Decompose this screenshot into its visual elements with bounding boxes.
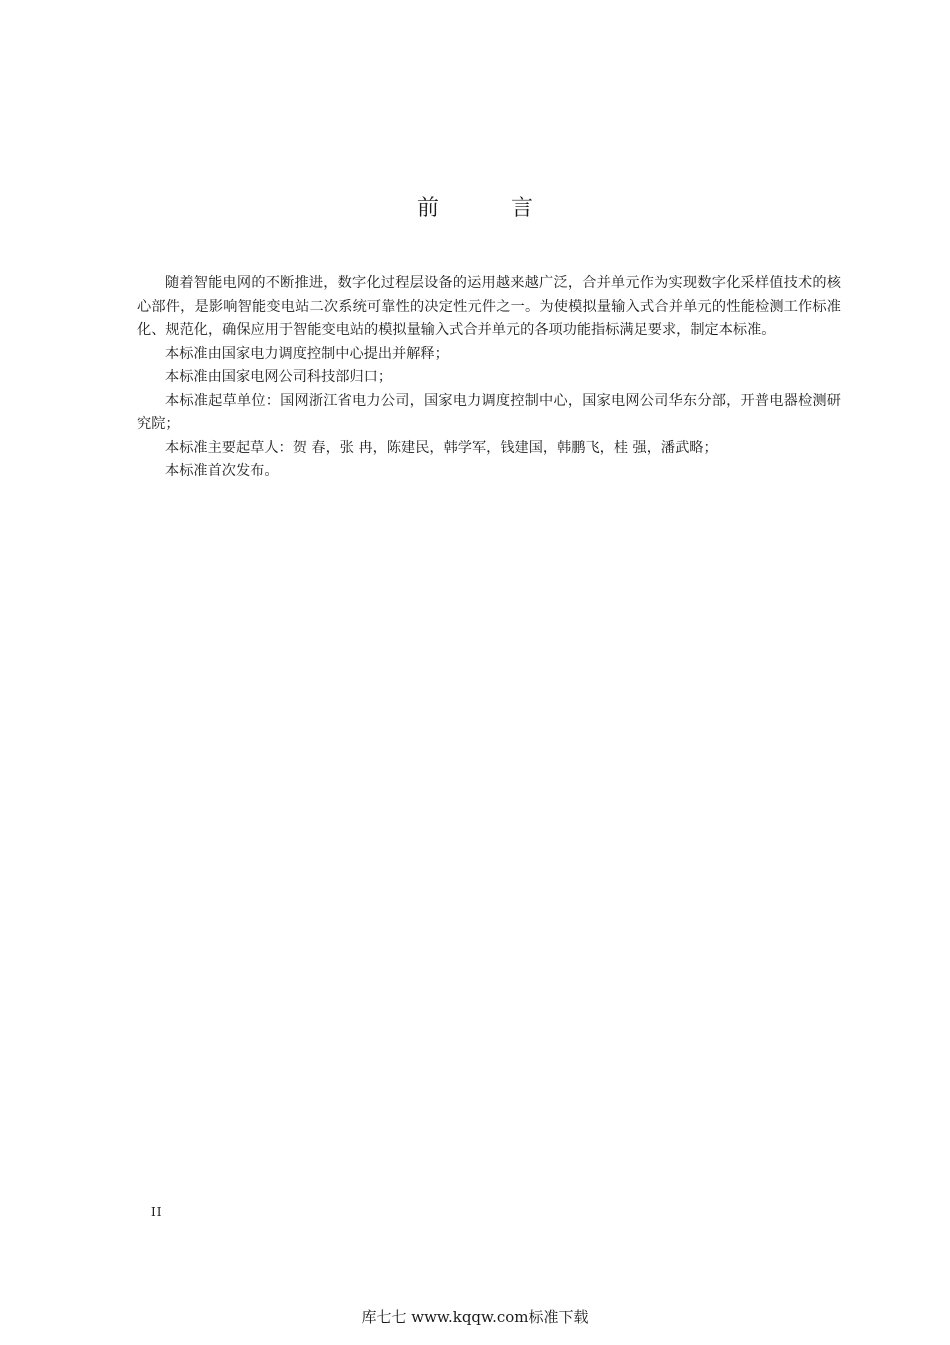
preface-paragraph-release: 本标准首次发布。	[165, 463, 279, 479]
preface-paragraph-management: 本标准由国家电网公司科技部归口；	[165, 369, 393, 385]
footer-watermark-text: 库七七 www.kqqw.com标准下载	[361, 1308, 589, 1326]
preface-paragraph-intro: 随着智能电网的不断推进，数字化过程层设备的运用越来越广泛，合并单元作为实现数字化采样值技术的核心部件，是影响智能变电站二次系统可靠性的决定性元件之一。为使模拟量输入式合并单元的性能检测工作标准化、规范化，确保应用于智能变电站的模拟量输入式合并单元的各项功能指标满足要求，制定本标准。	[137, 275, 841, 338]
page-title: 前言	[416, 196, 605, 221]
preface-paragraph-drafting-units: 本标准起草单位：国网浙江省电力公司，国家电力调度控制中心，国家电网公司华东分部，开普电器检测研究院；	[137, 392, 841, 432]
preface-body	[137, 272, 841, 484]
preface-paragraph-drafters: 本标准主要起草人：贺 春，张 冉，陈建民，韩学军，钱建国，韩鹏飞，桂 强，潘武略；	[165, 439, 718, 456]
page-number: II	[151, 1205, 163, 1219]
preface-paragraph-proposer: 本标准由国家电力调度控制中心提出并解释；	[165, 345, 449, 362]
